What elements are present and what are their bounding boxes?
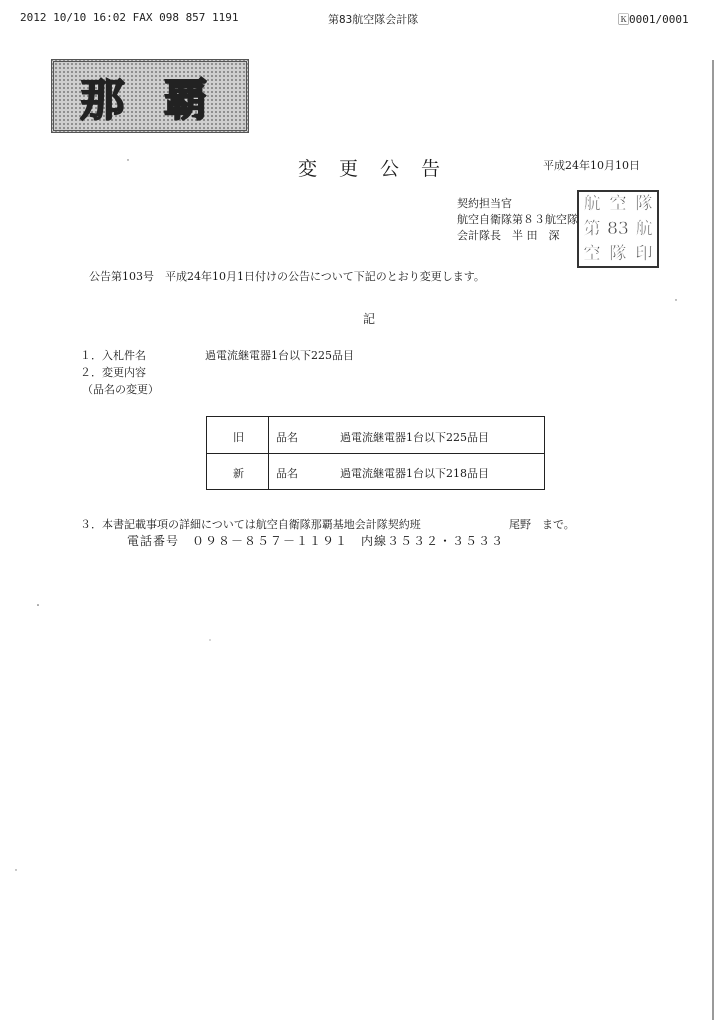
- table-cell-field: 品名: [276, 467, 298, 480]
- document-date: 平成24年10月10日: [543, 159, 640, 172]
- contact-person: 尾野 まで。: [509, 518, 575, 531]
- item2-subheading: （品名の変更）: [82, 383, 159, 396]
- seal-char: 空: [609, 194, 627, 214]
- seal-char: 航: [635, 219, 653, 239]
- issuer-unit: 航空自衛隊第８３航空隊: [457, 213, 578, 226]
- ki-heading: 記: [363, 312, 376, 326]
- fax-header-office: 第83航空隊会計隊: [328, 13, 419, 26]
- contact-phone: 電話番号 ０９８－８５７－１１９１ 内線３５３２・３５３３: [127, 534, 505, 548]
- issuer-role: 契約担当官: [457, 197, 512, 210]
- seal-char: 83: [607, 219, 629, 239]
- table-cell-value: 過電流継電器1台以下218品目: [340, 467, 489, 480]
- notice-statement: 公告第103号 平成24年10月1日付けの公告について下記のとおり変更します。: [89, 270, 485, 283]
- fax-header-page: 🄺0001/0001: [618, 13, 689, 26]
- item2-label: ２．変更内容: [80, 366, 146, 379]
- document-title: 変更公告: [298, 158, 463, 180]
- table-cell-status: 旧: [233, 431, 244, 444]
- fax-header-sender: 2012 10/10 16:02 FAX 098 857 1191: [20, 11, 239, 24]
- seal-char: 第: [583, 219, 601, 239]
- table-cell-field: 品名: [276, 431, 298, 444]
- seal-char: 空: [583, 244, 601, 264]
- seal-char: 隊: [635, 194, 653, 214]
- table-cell-status: 新: [233, 467, 244, 480]
- received-stamp-text: 那 覇: [80, 75, 220, 126]
- item1-label: １．入札件名: [80, 349, 146, 362]
- seal-char: 航: [583, 194, 601, 214]
- item1-value: 過電流継電器1台以下225品目: [205, 349, 354, 362]
- contact-line: ３．本書記載事項の詳細については航空自衛隊那覇基地会計隊契約班: [80, 518, 421, 531]
- table-cell-value: 過電流継電器1台以下225品目: [340, 431, 489, 444]
- seal-char: 印: [635, 244, 653, 264]
- issuer-name: 会計隊長 半 田 深: [457, 229, 560, 242]
- seal-char: 隊: [609, 244, 627, 264]
